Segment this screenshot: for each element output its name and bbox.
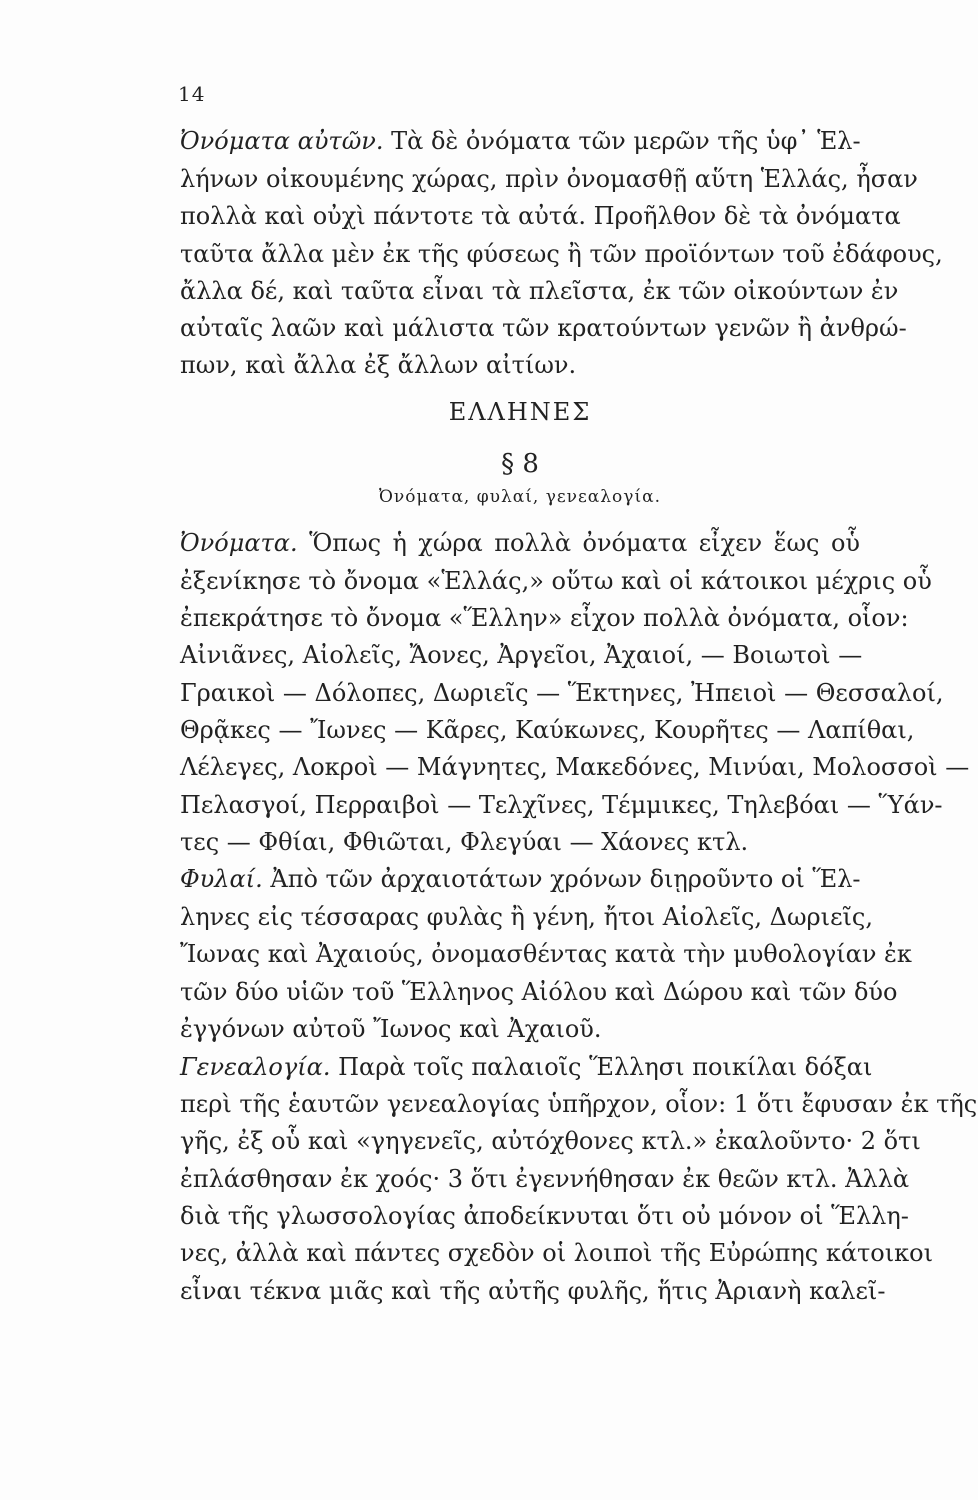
paragraph-lead: Ὀνόματα. <box>180 529 298 557</box>
line-text: αὐταῖς λαῶν καὶ μάλιστα τῶν κρατούντων γενῶν ἢ ἀνθρώ- <box>180 314 907 342</box>
page-number: 14 <box>178 82 206 106</box>
text-line <box>180 902 873 932</box>
section-subheading: Ὀνόματα, φυλαί, γενεαλογία. <box>379 487 661 507</box>
text-line <box>180 977 898 1007</box>
text-line <box>180 1276 886 1306</box>
line-text: εἶναι τέκνα μιᾶς καὶ τῆς αὐτῆς φυλῆς, ἥτις Ἀριανὴ καλεῖ- <box>180 1277 886 1305</box>
line-text: Ἀπὸ τῶν ἀρχαιοτάτων χρόνων διῃροῦντο οἱ Ἕλ- <box>262 865 861 893</box>
text-line <box>180 1164 910 1194</box>
text-line <box>180 164 918 194</box>
line-text: γῆς, ἐξ οὗ καὶ «γηγενεῖς, αὐτόχθονες κτλ.» ἐκαλοῦντο· 2 ὅτι <box>180 1127 921 1155</box>
text-line <box>180 640 863 670</box>
line-text: τες — Φθίαι, Φθιῶται, Φλεγύαι — Χάονες κτλ. <box>180 828 749 856</box>
text-line <box>180 528 860 558</box>
line-text: Ὅπως ἡ χώρα πολλὰ ὀνόματα εἶχεν ἕως οὗ <box>297 529 860 557</box>
text-line <box>180 201 901 231</box>
line-text: Αἰνιᾶνες, Αἰολεῖς, Ἄονες, Ἀργεῖοι, Ἀχαιοί, — Βοιωτοὶ — <box>180 641 863 669</box>
text-line <box>180 939 912 969</box>
line-text: ἄλλα δέ, καὶ ταῦτα εἶναι τὰ πλεῖστα, ἐκ τῶν οἰκούντων ἐν <box>180 277 899 305</box>
line-text: Θρᾷκες — Ἴωνες — Κᾶρες, Καύκωνες, Κουρῆτες — Λαπίθαι, <box>180 716 915 744</box>
text-line <box>180 239 943 269</box>
text-line <box>180 827 860 857</box>
line-text: περὶ τῆς ἑαυτῶν γενεαλογίας ὑπῆρχον, οἷον: 1 ὅτι ἔφυσαν ἐκ τῆς <box>180 1090 978 1118</box>
text-line <box>180 1126 921 1156</box>
text-line <box>180 1238 934 1268</box>
line-text: Παρὰ τοῖς παλαιοῖς Ἕλλησι ποικίλαι δόξαι <box>330 1053 873 1081</box>
line-text: πολλὰ καὶ οὐχὶ πάντοτε τὰ αὐτά. Προῆλθον δὲ τὰ ὀνόματα <box>180 202 901 230</box>
line-text: Ἴωνας καὶ Ἀχαιούς, ὀνομασθέντας κατὰ τὴν μυθολογίαν ἐκ <box>180 940 912 968</box>
text-line <box>180 313 907 343</box>
line-text: νες, ἀλλὰ καὶ πάντες σχεδὸν οἱ λοιποὶ τῆς Εὐρώπης κάτοικοι <box>180 1239 934 1267</box>
paragraph-lead: Γενεαλογία. <box>180 1053 331 1081</box>
line-text: Γραικοὶ — Δόλοπες, Δωριεῖς — Ἕκτηνες, Ἠπειοὶ — Θεσσαλοί, <box>180 679 944 707</box>
text-line <box>180 1052 873 1082</box>
text-line <box>180 603 909 633</box>
line-text: Τὰ δὲ ὀνόματα τῶν μερῶν τῆς ὑφ᾽ Ἑλ- <box>383 127 861 155</box>
line-text: ταῦτα ἄλλα μὲν ἐκ τῆς φύσεως ἢ τῶν προϊόντων τοῦ ἐδάφους, <box>180 240 943 268</box>
line-text: Λέλεγες, Λοκροὶ — Μάγνητες, Μακεδόνες, Μινύαι, Μολοσσοὶ — <box>180 753 970 781</box>
paragraph-lead: Φυλαί. <box>180 865 263 893</box>
line-text: Πελασγοί, Περραιβοὶ — Τελχῖνες, Τέμμικες, Τηλεβόαι — Ὕάν- <box>180 791 943 819</box>
line-text: τῶν δύο υἱῶν τοῦ Ἕλληνος Αἰόλου καὶ Δώρου καὶ τῶν δύο <box>180 978 898 1006</box>
text-line <box>180 715 915 745</box>
text-line <box>180 566 932 596</box>
text-line <box>180 1089 978 1119</box>
line-text: λήνων οἰκουμένης χώρας, πρὶν ὀνομασθῇ αὕτη Ἑλλάς, ἦσαν <box>180 165 918 193</box>
line-text: ληνες εἰς τέσσαρας φυλὰς ἢ γένη, ἤτοι Αἰολεῖς, Δωριεῖς, <box>180 903 873 931</box>
text-line <box>180 350 860 380</box>
section-number: § 8 <box>501 449 539 479</box>
text-line <box>180 752 970 782</box>
text-line <box>180 1014 860 1044</box>
line-text: ἐξενίκησε τὸ ὄνομα «Ἑλλάς,» οὕτω καὶ οἱ κάτοικοι μέχρις οὗ <box>180 567 932 595</box>
paragraph-lead: Ὀνόματα αὐτῶν. <box>180 127 384 155</box>
line-text: διὰ τῆς γλωσσολογίας ἀποδείκνυται ὅτι οὐ μόνον οἱ Ἕλλη- <box>180 1202 909 1230</box>
line-text: ἐπεκράτησε τὸ ὄνομα «Ἕλλην» εἶχον πολλὰ ὀνόματα, οἷον: <box>180 604 909 632</box>
text-line <box>180 790 943 820</box>
line-text: ἐπλάσθησαν ἐκ χοός· 3 ὅτι ἐγεννήθησαν ἐκ θεῶν κτλ. Ἀλλὰ <box>180 1165 910 1193</box>
text-line <box>180 1201 909 1231</box>
chapter-heading: ΕΛΛΗΝΕΣ <box>448 398 592 426</box>
text-line <box>180 678 944 708</box>
text-line <box>180 276 899 306</box>
line-text: ἐγγόνων αὐτοῦ Ἴωνος καὶ Ἀχαιοῦ. <box>180 1015 602 1043</box>
text-line <box>180 126 860 156</box>
text-line <box>180 864 860 894</box>
line-text: πων, καὶ ἄλλα ἐξ ἄλλων αἰτίων. <box>180 351 577 379</box>
